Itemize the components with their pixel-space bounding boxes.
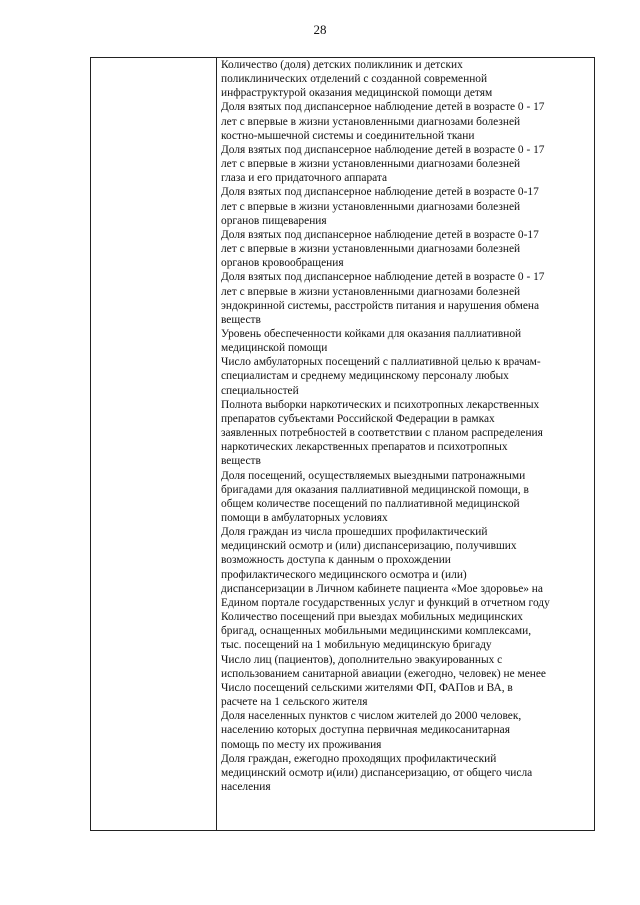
indicator-line: специальностей: [221, 384, 299, 397]
indicator-line: медицинский осмотр и(или) диспансеризацию, от общего числа: [221, 766, 533, 779]
indicator-line: Количество (доля) детских поликлиник и детских: [221, 59, 463, 71]
indicator-line: Доля граждан, ежегодно проходящих профилактический: [221, 752, 497, 765]
indicator-line: Количество посещений при выездах мобильных медицинских: [221, 611, 523, 624]
indicator-line: Доля взятых под диспансерное наблюдение детей в возрасте 0 - 17: [221, 271, 545, 284]
indicator-line: диспансеризации в Личном кабинете пациента «Мое здоровье» на: [221, 582, 543, 595]
indicator-line: наркотических лекарственных препаратов и психотропных: [221, 441, 508, 454]
indicator-line: профилактического медицинского осмотра и (или): [221, 568, 467, 581]
indicator-list: [217, 58, 594, 830]
indicator-item: [221, 681, 591, 709]
indicator-line: тыс. посещений на 1 мобильную медицинскую бригаду: [221, 639, 492, 652]
indicator-line: Доля взятых под диспансерное наблюдение детей в возрасте 0-17: [221, 186, 539, 199]
indicator-line: Доля взятых под диспансерное наблюдение детей в возрасте 0-17: [221, 228, 539, 241]
indicator-line: костно-мышечной системы и соединительной ткани: [221, 129, 475, 142]
indicator-item: [221, 58, 591, 100]
indicator-item: [221, 327, 591, 355]
indicator-item: [221, 398, 591, 469]
indicator-line: Доля взятых под диспансерное наблюдение детей в возрасте 0 - 17: [221, 101, 545, 114]
indicator-item: [221, 709, 591, 751]
indicator-line: Число посещений сельскими жителями ФП, ФАПов и ВА, в: [221, 681, 513, 694]
indicator-item: [221, 653, 591, 681]
indicators-table: [90, 57, 595, 831]
indicator-line: Доля посещений, осуществляемых выездными патронажными: [221, 469, 526, 482]
indicator-item: [221, 100, 591, 142]
indicator-line: Число лиц (пациентов), дополнительно эвакуированных с: [221, 653, 503, 666]
table-empty-column: [91, 58, 217, 830]
indicator-line: общем количестве посещений по паллиативной медицинской: [221, 497, 520, 510]
indicator-line: Полнота выборки наркотических и психотропных лекарственных: [221, 398, 540, 411]
indicator-line: расчете на 1 сельского жителя: [221, 696, 368, 709]
indicator-line: заявленных потребностей в соответствии с планом распределения: [221, 427, 543, 440]
indicator-line: органов кровообращения: [221, 257, 344, 270]
indicator-line: Уровень обеспеченности койками для оказания паллиативной: [221, 327, 522, 340]
indicator-line: медицинский осмотр и (или) диспансеризацию, получивших: [221, 540, 517, 553]
indicator-line: бригадами для оказания паллиативной медицинской помощи, в: [221, 483, 529, 496]
indicator-item: [221, 185, 591, 227]
indicator-item: [221, 752, 591, 794]
indicator-line: использованием санитарной авиации (ежегодно, человек) не менее: [221, 667, 546, 680]
indicator-line: эндокринной системы, расстройств питания и нарушения обмена: [221, 299, 540, 312]
indicator-line: препаратов субъектами Российской Федерации в рамках: [221, 412, 495, 425]
indicator-item: [221, 143, 591, 185]
indicator-item: [221, 610, 591, 652]
indicator-line: бригад, оснащенных мобильными медицинскими комплексами,: [221, 625, 532, 638]
indicator-line: Доля взятых под диспансерное наблюдение детей в возрасте 0 - 17: [221, 143, 545, 156]
indicator-line: поликлинических отделений с созданной современной: [221, 73, 488, 86]
indicator-line: лет с впервые в жизни установленными диагнозами болезней: [221, 200, 521, 213]
indicator-line: инфраструктурой оказания медицинской помощи детям: [221, 87, 493, 100]
indicator-line: медицинской помощи: [221, 342, 328, 355]
indicator-item: [221, 525, 591, 610]
indicator-line: населению которых доступна первичная медикосанитарная: [221, 724, 510, 737]
indicator-line: Число амбулаторных посещений с паллиативной целью к врачам-: [221, 356, 541, 369]
indicator-line: лет с впервые в жизни установленными диагнозами болезней: [221, 115, 521, 128]
indicator-line: Доля граждан из числа прошедших профилактический: [221, 526, 488, 539]
indicator-line: веществ: [221, 455, 261, 468]
indicator-line: помощи в амбулаторных условиях: [221, 512, 388, 524]
indicator-line: глаза и его придаточного аппарата: [221, 172, 388, 185]
indicator-line: Едином портале государственных услуг и функций в отчетном году: [221, 596, 550, 609]
indicator-line: населения: [221, 780, 271, 793]
page-number: 28: [313, 22, 327, 37]
indicator-item: [221, 469, 591, 526]
indicator-line: помощь по месту их проживания: [221, 738, 382, 751]
indicator-line: лет с впервые в жизни установленными диагнозами болезней: [221, 158, 521, 171]
indicator-line: лет с впервые в жизни установленными диагнозами болезней: [221, 243, 521, 256]
indicator-item: [221, 228, 591, 270]
indicator-line: возможность доступа к данным о прохождении: [221, 554, 451, 567]
indicator-line: Доля населенных пунктов с числом жителей до 2000 человек,: [221, 710, 522, 723]
indicator-line: лет с впервые в жизни установленными диагнозами болезней: [221, 285, 521, 298]
indicator-line: специалистам и среднему медицинскому персоналу любых: [221, 370, 509, 383]
indicator-item: [221, 270, 591, 327]
indicator-item: [221, 355, 591, 397]
indicator-line: веществ: [221, 313, 261, 326]
indicator-line: органов пищеварения: [221, 214, 327, 227]
